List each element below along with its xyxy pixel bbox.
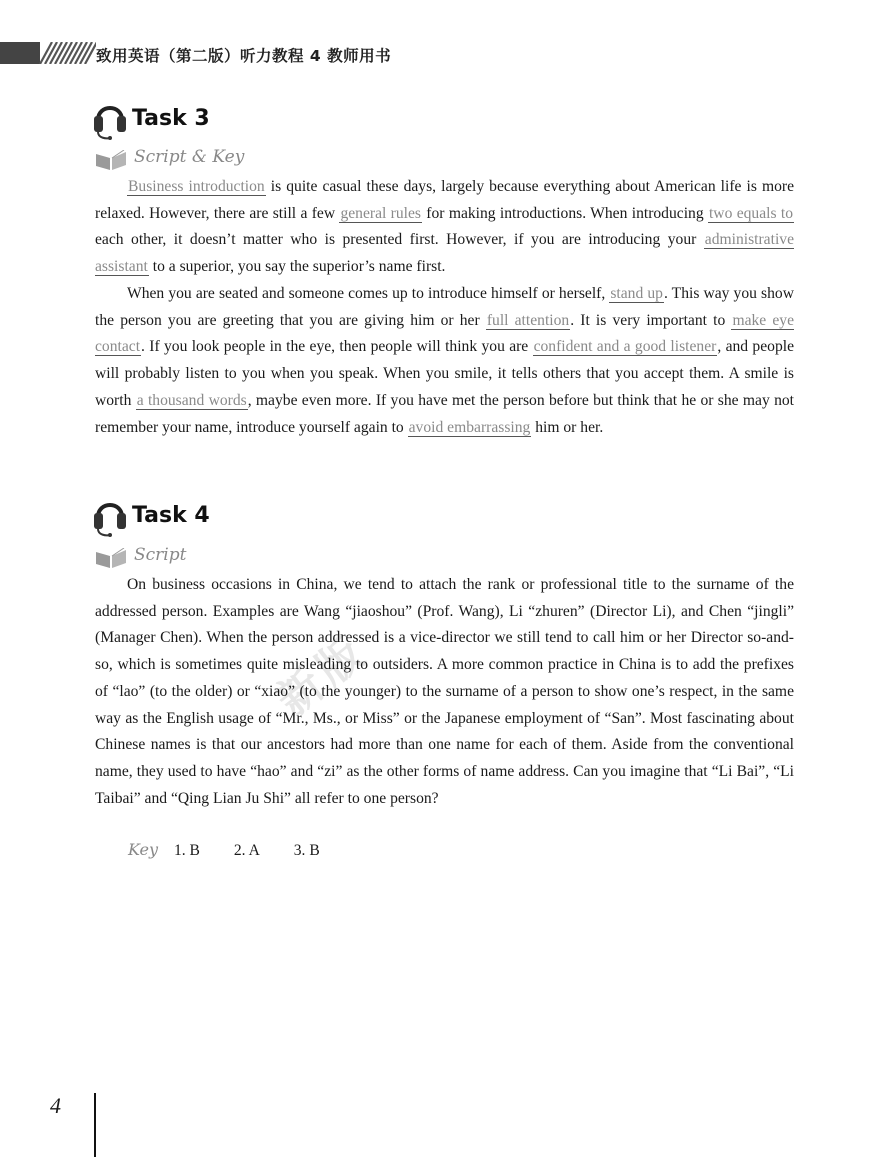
task4-subheading-label: Script <box>134 545 187 565</box>
headphones-icon <box>92 493 128 542</box>
answer-blank: general rules <box>340 204 421 222</box>
page-number: 4 <box>50 1093 61 1118</box>
answer-blank: full attention <box>486 311 570 329</box>
headphones-icon <box>92 96 128 145</box>
running-header: 致用英语（第二版）听力教程 4 教师用书 <box>96 47 392 65</box>
task3-title: Task 3 <box>132 106 210 131</box>
open-book-icon <box>94 548 128 573</box>
task4-paragraph: On business occasions in China, we tend to attach the rank or professional title to the surname of the addressed person. Examples are Wang “jiaoshou” (Prof. Wang), Li “zhuren” (Director Li), and Chen “jingli” (Manager Chen). When the person addressed is a vice-director we still tend to call him or her Director so-and-so, which is sometimes quite misleading to outsiders. A more common practice in China is to add the prefixes of “lao” (to the older) or “xiao” (to the younger) to the surname of a person to show one’s respect, in the same way as the English usage of “Mr., Ms., or Miss” or the Japanese employment of “San”. Most fascinating about Chinese names is that our ancestors had more than one name for each of them. Aside from the conventional name, they used to have “hao” and “zi” as the other forms of name address. Can you imagine that “Li Bai”, “Li Taibai” and “Qing Lian Ju Shi” all refer to one person? <box>95 576 794 807</box>
task3-paragraph-1: Business introduction is quite casual these days, largely because everything about American life is more relaxed. However, there are still a few general rules for making introductions. When introducing two equals to each other, it doesn’t matter who is presented first. However, if you are introducing your administrative assistant to a superior, you say the superior’s name first. <box>95 178 794 276</box>
task4-title: Task 4 <box>132 503 210 528</box>
task3-paragraph-2: When you are seated and someone comes up to introduce himself or herself, stand up. This way you show the person you are greeting that you are giving him or her full attention. It is very important to make eye contact. If you look people in the eye, then people will think you are confident and a good listener, and people will probably listen to you when you speak. When you smile, it tells others that you accept them. A smile is worth a thousand words, maybe even more. If you have met the person before but think that he or she may not remember your name, introduce yourself again to avoid embarrassing him or her. <box>95 285 795 436</box>
page-divider <box>94 1093 96 1157</box>
answer-3: 3. B <box>293 842 320 859</box>
key-label: Key <box>128 840 159 859</box>
answer-blank: stand up <box>610 285 663 302</box>
answer-blank: administrative assistant <box>95 231 794 276</box>
task3-subheading-label: Script & Key <box>134 147 245 167</box>
answer-blank: two equals to <box>708 204 793 222</box>
watermark: 新版 <box>267 624 378 727</box>
open-book-icon <box>94 150 128 175</box>
answer-1: 1. B <box>173 842 200 859</box>
answer-blank: Business introduction <box>128 178 265 195</box>
answer-blank: make eye contact <box>95 311 795 356</box>
answer-blank: avoid embarrassing <box>408 418 531 436</box>
answer-blank: confident and a good listener <box>533 338 717 356</box>
answer-key <box>128 840 350 860</box>
header-stripes <box>0 42 96 64</box>
answer-2: 2. A <box>233 842 260 859</box>
answer-blank: a thousand words <box>136 391 247 409</box>
